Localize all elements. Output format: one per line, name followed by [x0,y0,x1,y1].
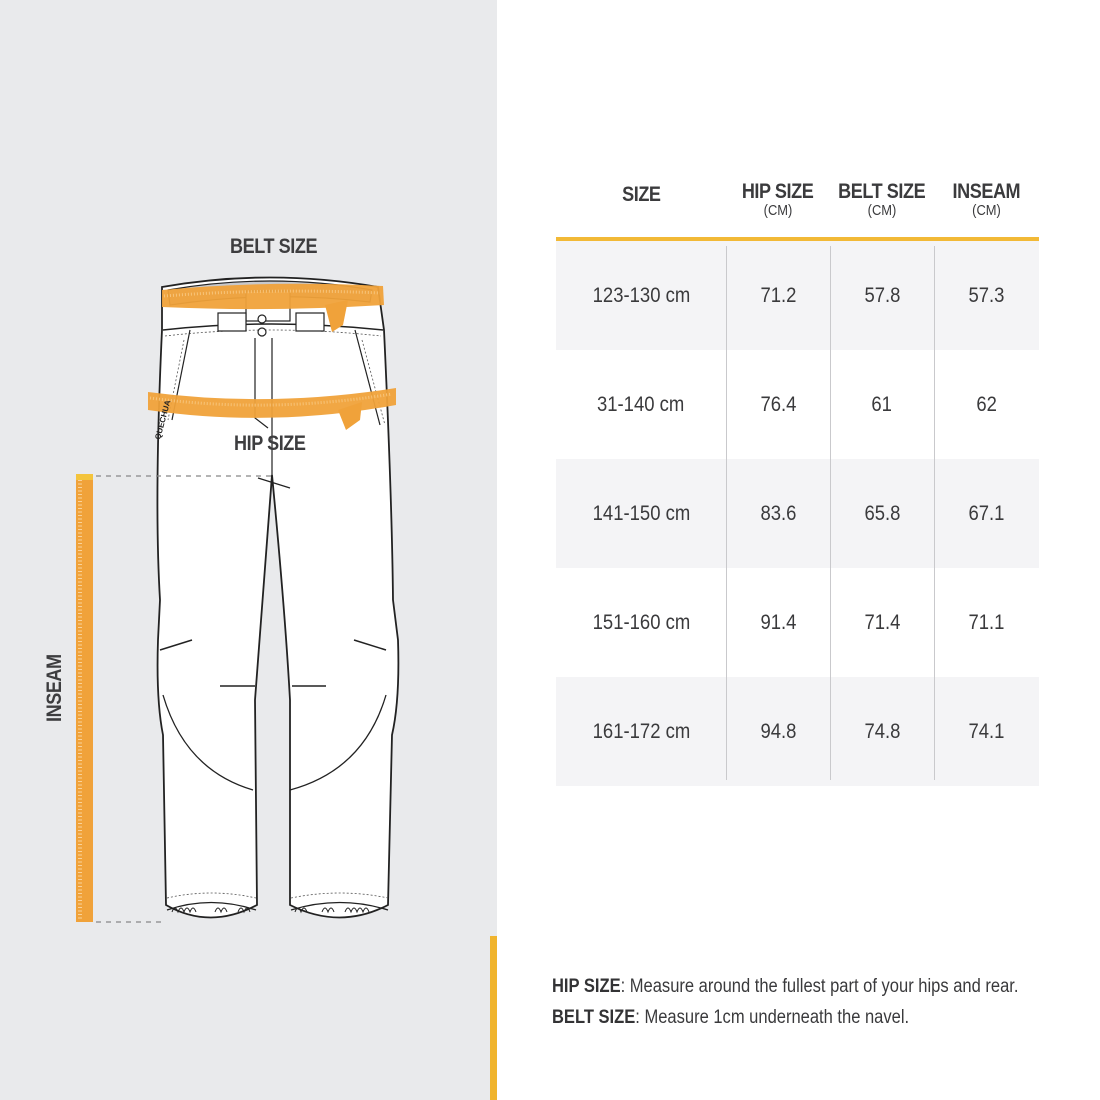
cell-size: 31-140 cm [597,392,685,416]
size-chart-table [556,180,1039,743]
cell-hip: 83.6 [760,501,796,525]
header-unit: (CM) [763,202,793,219]
table-row [556,677,1039,786]
cell-inseam: 62 [976,392,997,416]
cell-size: 151-160 cm [592,610,690,634]
brand-mark: QUECHUA [153,399,173,441]
cell-inseam: 71.1 [968,610,1005,634]
cell-belt: 74.8 [864,719,900,743]
cell-belt: 71.4 [864,610,900,634]
cell-inseam: 67.1 [968,501,1005,525]
column-divider [934,246,935,780]
cell-hip: 71.2 [760,283,796,307]
table-row [556,459,1039,568]
header-size: SIZE [621,183,661,206]
table-header [556,180,1039,238]
note-belt-size: BELT SIZE: Measure 1cm underneath the navel. [552,1007,910,1028]
cell-belt: 65.8 [864,501,900,525]
cell-inseam: 74.1 [968,719,1005,743]
cell-size: 141-150 cm [592,501,690,525]
belt-size-label: BELT SIZE [230,235,318,258]
cell-hip: 76.4 [760,392,796,416]
cell-belt: 57.8 [864,283,900,307]
pants-illustration [0,0,497,1100]
cell-size: 123-130 cm [592,283,690,307]
table-row [556,241,1039,350]
table-row [556,568,1039,677]
cell-belt: 61 [871,392,893,416]
column-divider [726,246,727,780]
header-unit: (CM) [972,202,1001,219]
column-divider [830,246,831,780]
cell-inseam: 57.3 [968,283,1005,307]
inseam-label: INSEAM [43,654,66,722]
table-row [556,350,1039,459]
measurement-notes [552,971,1088,1033]
table-body [556,241,1039,786]
hip-size-label: HIP SIZE [234,432,306,455]
header-unit: (CM) [867,202,897,219]
header-inseam: INSEAM (CM) [934,180,1039,219]
header-hip-size: HIP SIZE (CM) [726,180,830,219]
header-belt-size: BELT SIZE (CM) [838,180,926,219]
cell-hip: 94.8 [760,719,796,743]
note-hip-size: HIP SIZE: Measure around the fullest part of your hips and rear. [552,976,1019,997]
cell-hip: 91.4 [760,610,796,634]
cell-size: 161-172 cm [592,719,690,743]
pants-drawing-icon [0,0,497,1100]
